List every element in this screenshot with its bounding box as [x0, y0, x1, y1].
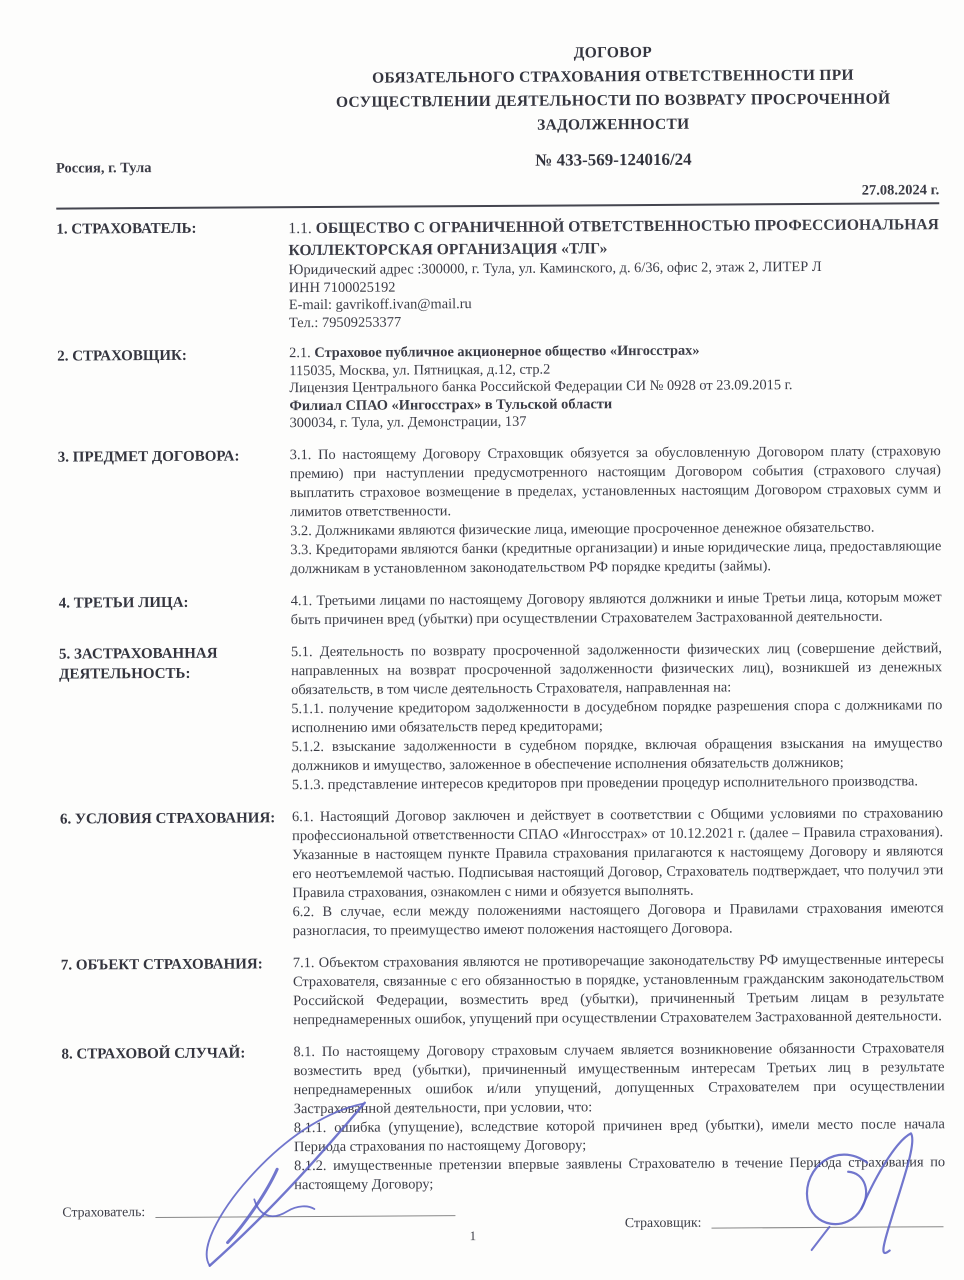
text-run: Страховое публичное акционерное общество «Ингосстрах»	[314, 342, 700, 362]
section-content	[288, 214, 940, 332]
section-row	[56, 214, 940, 333]
text-run: 7.1. Объектом страхования являются не противоречащие законодательству РФ имущественные интересы Страхователя, связанные с его обязанностью в порядке, установленным гражданским законодательством Российской Федерации, возместить вред (убытки), причиненный Третьим лицам в результате непреднамеренных ошибок, упущений при осуществлении Страхователем Застрахованной деятельности.	[292, 950, 945, 1028]
section-label: 5. ЗАСТРАХОВАННАЯ ДЕЯТЕЛЬНОСТЬ:	[58, 645, 218, 683]
text-run: 1.1.	[288, 220, 316, 238]
section-row	[59, 588, 942, 631]
section-content	[293, 1039, 945, 1195]
text-run: Филиал СПАО «Ингосстрах» в Тульской области	[289, 395, 613, 414]
page-number: 1	[469, 1228, 477, 1244]
text-run: 6.1. Настоящий Договор заключен и действует в соответствии с Общими условиями по страхованию профессиональной ответственности СПАО «Ингосстрах» от 10.12.2021 г. (далее – Правила страхования). Указанные в настоящем пункте Правила страхования прилагаются к настоящему Договору и являются его неотъемлемой частью. Подписывая настоящий Договор, Страхователь подтверждает, что получил эти Правила страхования, ознакомлен с ними и обязуется выполнять.	[291, 804, 944, 901]
paragraph	[293, 899, 944, 941]
section-content	[291, 588, 942, 630]
insurer-signature-line	[711, 1213, 943, 1228]
text-run: 5.1.3. представление интересов кредиторов при проведении процедур исполнительного производства.	[291, 772, 918, 793]
section-row	[61, 950, 944, 1031]
section-content	[290, 442, 942, 579]
place-date-row	[56, 155, 939, 204]
paragraph	[293, 1039, 944, 1119]
section-label: 8. СТРАХОВОЙ СЛУЧАЙ:	[61, 1044, 246, 1063]
paragraph	[292, 804, 944, 903]
text-run: 300034, г. Тула, ул. Демонстрации, 137	[289, 413, 527, 432]
title-line: ОСУЩЕСТВЛЕНИИ ДЕЯТЕЛЬНОСТИ ПО ВОЗВРАТУ ПРОСРОЧЕННОЙ	[335, 90, 891, 111]
sections-container	[56, 214, 945, 1196]
section-row	[60, 804, 944, 942]
section-label: 1. СТРАХОВАТЕЛЬ:	[56, 220, 197, 238]
text-run: Тел.: 79509253377	[288, 314, 402, 331]
section-content	[289, 341, 941, 432]
contract-number: № 433-569-124016/24	[535, 149, 692, 170]
signature-footer	[62, 1199, 943, 1234]
paragraph	[294, 1153, 945, 1195]
section-label: 2. СТРАХОВЩИК:	[57, 347, 187, 365]
text-run: 5.1.1. получение кредитором задолженности в досудебном порядке разрешения спора с должниками по исполнению ими обязательств перед кредиторами;	[291, 696, 943, 736]
title-line: ЗАДОЛЖЕННОСТИ	[537, 115, 690, 134]
text-run: 6.2. В случае, если между положениями настоящего Договора и Правилами страхования имеются разногласия, то преимущество имеют положения настоящего Договора.	[292, 899, 944, 939]
text-run: 5.1. Деятельность по возврату просроченной задолженности физических лиц (совершение действий, направленных на возврат просроченной задолженности физических лиц), возникшей из денежных обязательств, в том числе деятельность Страхователя, направленная на:	[290, 639, 943, 698]
section-label: 6. УСЛОВИЯ СТРАХОВАНИЯ:	[59, 809, 276, 828]
paragraph	[291, 696, 942, 738]
document-title	[287, 39, 939, 139]
text-run: E-mail: gavrikoff.ivan@mail.ru	[288, 296, 472, 314]
insurer-label: Страховщик:	[624, 1214, 702, 1231]
text-run: 5.1.2. взыскание задолженности в судебном порядке, включая обращения взыскания на имущество должников и имущество, заложенное в обеспечение исполнения обязательств должников;	[291, 734, 943, 774]
section-row	[58, 442, 942, 580]
insured-signature-block	[62, 1202, 455, 1220]
title-line: ОБЯЗАТЕЛЬНОГО СТРАХОВАНИЯ ОТВЕТСТВЕННОСТИ ПРИ	[372, 66, 854, 87]
insured-signature-line	[155, 1202, 455, 1218]
paragraph	[290, 442, 941, 522]
paragraph	[288, 214, 939, 262]
section-content	[291, 639, 943, 795]
paragraph	[294, 1115, 945, 1157]
text-run: 2.1.	[289, 345, 315, 362]
section-label: 7. ОБЪЕКТ СТРАХОВАНИЯ:	[60, 955, 263, 974]
paragraph	[289, 311, 940, 332]
paragraph	[291, 588, 942, 630]
text-run: ИНН 7100025192	[288, 279, 396, 296]
text-run: 3.2. Должниками являются физические лица, имеющие просроченное денежное обязательство.	[290, 519, 875, 539]
contract-place: Россия, г. Тула	[55, 160, 152, 177]
text-run: 115035, Москва, ул. Пятницкая, д.12, стр.2	[289, 361, 551, 379]
paragraph	[290, 411, 941, 432]
text-run: Юридический адрес :300000, г. Тула, ул. Каминского, д. 6/36, офис 2, этаж 2, ЛИТЕР Л	[288, 258, 822, 279]
paragraph	[292, 734, 943, 776]
paragraph	[293, 950, 944, 1030]
section-label: 3. ПРЕДМЕТ ДОГОВОРА:	[57, 447, 240, 466]
text-run: 4.1. Третьими лицами по настоящему Договору являются должники и иные Третьи лица, которым может быть причинен вред (убытки) при осуществлении Страхователем Застрахованной деятельности.	[290, 588, 942, 628]
insurer-signature-block	[625, 1199, 944, 1231]
contract-date: 27.08.2024 г.	[861, 182, 940, 199]
title-line: ДОГОВОР	[573, 43, 652, 62]
paragraph	[291, 639, 942, 700]
text-run: 3.3. Кредиторами являются банки (кредитные организации) и иные юридические лица, предоставляющие должникам в установленном законодательством РФ порядке кредиты (займы).	[290, 537, 942, 577]
section-content	[293, 950, 944, 1030]
section-content	[292, 804, 944, 941]
insured-label: Страхователь:	[62, 1204, 146, 1220]
section-label: 4. ТРЕТЬИ ЛИЦА:	[58, 594, 189, 612]
section-row	[59, 639, 943, 796]
text-run: Лицензия Центрального банка Российской Федерации СИ № 0928 от 23.09.2015 г.	[289, 377, 793, 397]
paragraph	[290, 537, 941, 579]
section-row	[57, 341, 941, 434]
text-run: 8.1.1. ошибка (упущение), вследствие которой причинен вред (убытки), имели место после начала Периода страхования по настоящему Договору;	[293, 1115, 945, 1155]
paragraph	[292, 772, 943, 795]
text-run: 3.1. По настоящему Договору Страховщик обязуется за обусловленную Договором плату (страховую премию) при наступлении предусмотренного настоящим Договором события (страхового случая) выплатить страховое возмещение в пределах, установленных настоящим Договором страховых сумм и лимитов ответственности.	[289, 442, 942, 520]
text-run: 8.1. По настоящему Договору страховым случаем является возникновение обязанности Страхователя возместить вред (убытки), причиненный имущественным интересам Третьих лиц в результате непреднамеренных ошибок и/или упущений, допущенных Страхователем при осуществлении Застрахованной деятельности, при условии, что:	[293, 1039, 945, 1117]
section-row	[61, 1039, 945, 1196]
text-run: 8.1.2. имущественные претензии впервые заявлены Страхователю в течение Периода страхования по настоящему Договору;	[294, 1153, 946, 1193]
text-run: ОБЩЕСТВО С ОГРАНИЧЕННОЙ ОТВЕТСТВЕННОСТЬЮ ПРОФЕССИОНАЛЬНАЯ КОЛЛЕКТОРСКАЯ ОРГАНИЗАЦИЯ «ТЛГ»	[288, 216, 939, 260]
